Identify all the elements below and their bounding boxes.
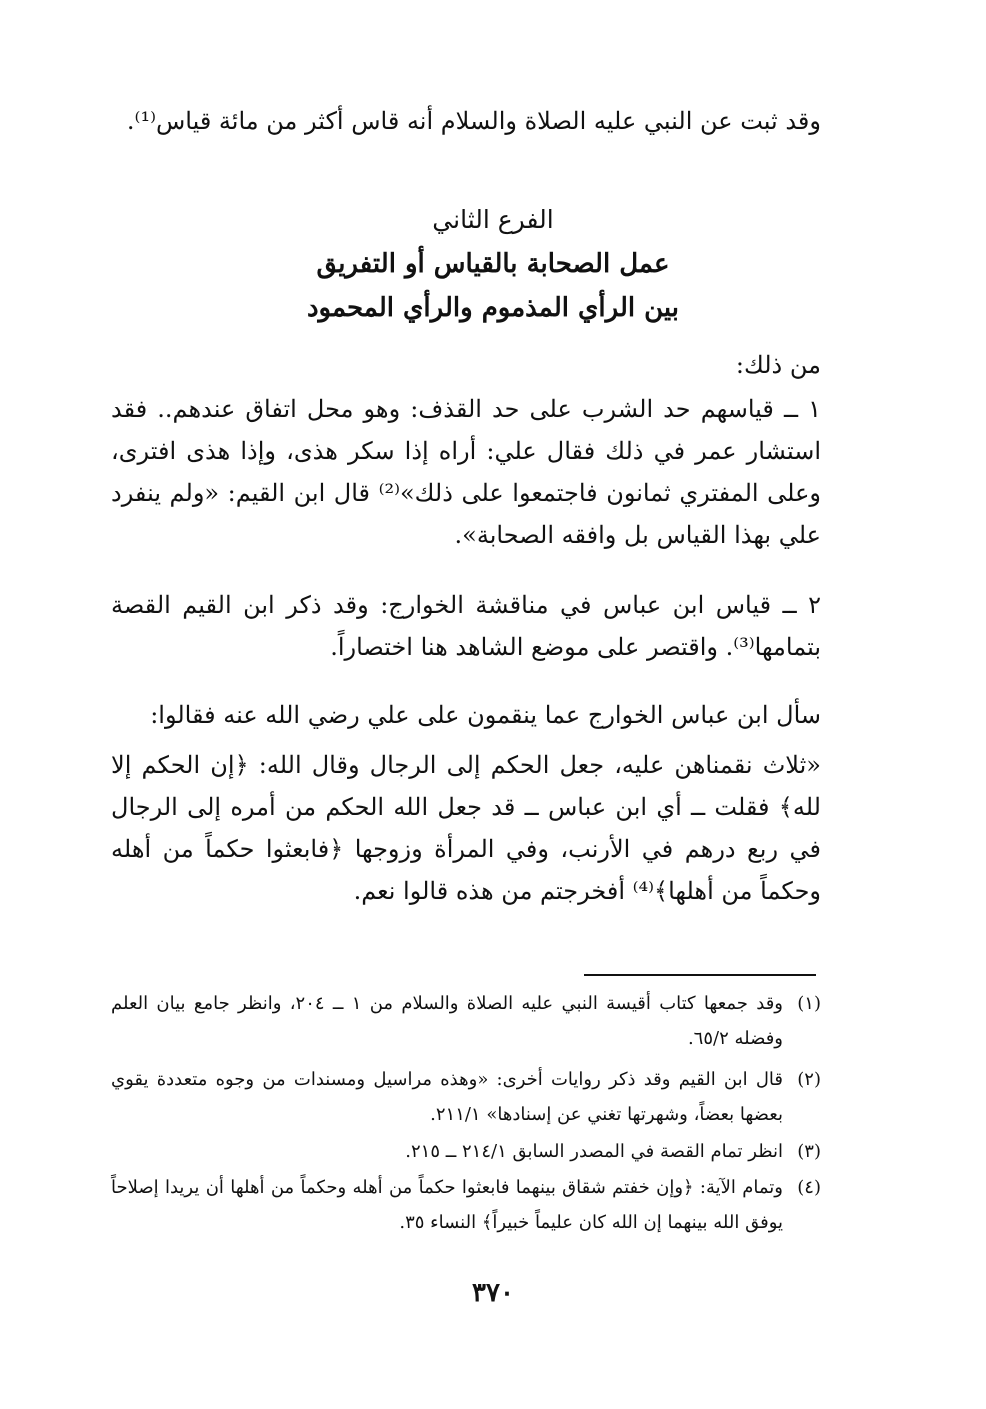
- page-number: ٣٧٠: [472, 1278, 514, 1308]
- item-2-paragraph: ٢ ــ قياس ابن عباس في مناقشة الخوارج: وقد ذكر ابن القيم القصة بتمامها⁽³⁾. واقتصر على موضع الشاهد هنا اختصاراً.: [111, 591, 821, 661]
- section-title-line-1: عمل الصحابة بالقياس أو التفريق: [316, 249, 670, 279]
- footnote-3: [111, 1134, 821, 1169]
- footnote-3-number: (٣): [797, 1141, 821, 1162]
- section-heading: الفرع الثاني: [432, 205, 554, 234]
- footnote-4-number: (٤): [797, 1177, 821, 1198]
- footnote-1-number: (١): [797, 993, 821, 1014]
- footnote-1: [111, 986, 821, 1056]
- footnote-separator: [584, 974, 816, 976]
- item-1-paragraph: ١ ــ قياسهم حد الشرب على حد القذف: وهو محل اتفاق عندهم.. فقد استشار عمر في ذلك فقال علي: أراه إذا سكر هذى، وإذا هذى افترى، وعلى المفتري ثمانون فاجتمعوا على ذلك»⁽²⁾ قال ابن القيم: «ولم ينفرد علي بهذا القياس بل وافقه الصحابة».: [111, 395, 821, 549]
- footnote-3-text: انظر تمام القصة في المصدر السابق ٢١٤/١ ــ ٢١٥.: [405, 1141, 783, 1162]
- footnote-1-text: وقد جمعها كتاب أقيسة النبي عليه الصلاة والسلام من ١ ــ ٢٠٤، وانظر جامع بيان العلم وفضله ٦٥/٢.: [111, 993, 783, 1049]
- footnote-4: [111, 1170, 821, 1240]
- answer-paragraph: «ثلاث نقمناهن عليه، جعل الحكم إلى الرجال وقال الله: ﴿إن الحكم إلا لله﴾ فقلت ــ أي ابن عباس ــ قد جعل الله الحكم من أمره إلى الرجال في ربع درهم في الأرنب، وفي المرأة وزوجها ﴿فابعثوا حكماً من أهله وحكماً من أهلها﴾⁽⁴⁾ أفخرجتم من هذه قالوا نعم.: [111, 751, 821, 905]
- footnote-4-text: وتمام الآية: ﴿وإن خفتم شقاق بينهما فابعثوا حكماً من أهله وحكماً من أهلها أن يريدا إصلاحاً يوفق الله بينهما إن الله كان عليماً خبيراً﴾ النساء ٣٥.: [111, 1177, 783, 1233]
- footnote-2-number: (٢): [797, 1069, 821, 1090]
- intro-paragraph: وقد ثبت عن النبي عليه الصلاة والسلام أنه قاس أكثر من مائة قياس⁽¹⁾.: [126, 107, 821, 135]
- footnote-2-text: قال ابن القيم وقد ذكر روايات أخرى: «وهذه مراسيل ومسندات من وجوه متعددة يقوي بعضها بعضاً، وشهرتها تغني عن إسنادها» ٢١١/١.: [111, 1069, 783, 1125]
- lead-text: من ذلك:: [735, 351, 821, 379]
- question-paragraph: سأل ابن عباس الخوارج عما ينقمون على علي رضي الله عنه فقالوا:: [150, 701, 821, 729]
- section-title-line-2: بين الرأي المذموم والرأي المحمود: [306, 293, 680, 323]
- footnote-2: [111, 1062, 821, 1132]
